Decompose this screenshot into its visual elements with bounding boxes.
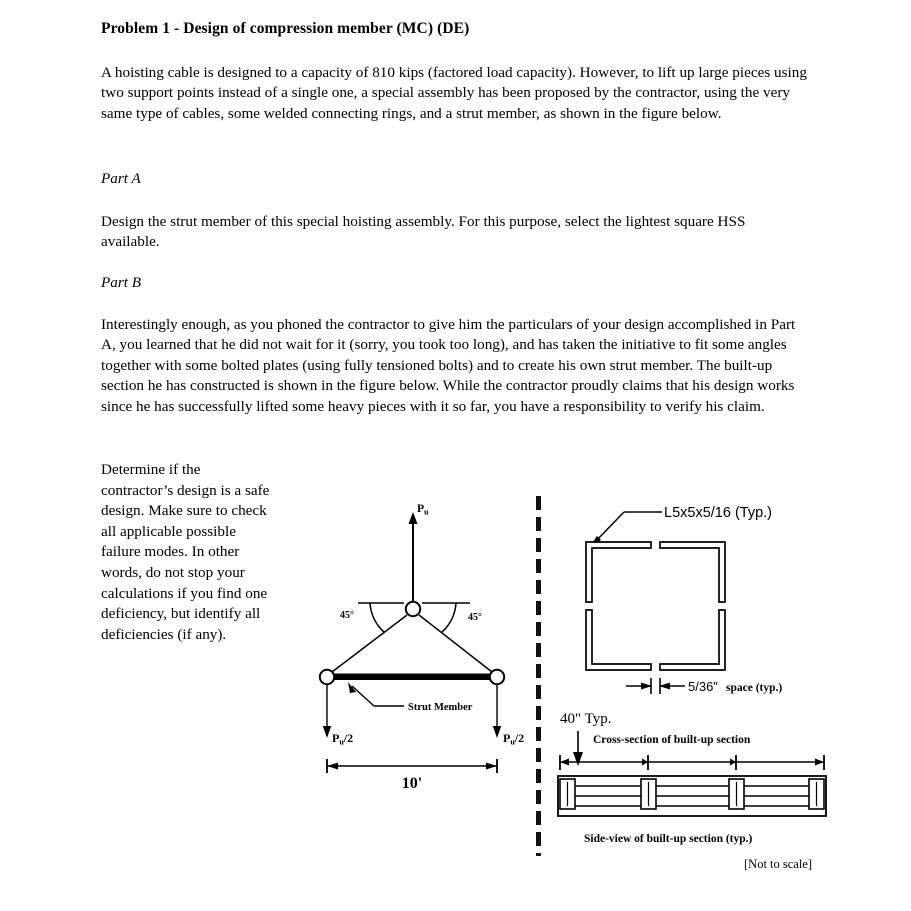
reaction-label-right: $P_u/2$ — [503, 731, 525, 747]
angle-bottom-left — [586, 610, 651, 670]
angle-label-left: 45° — [340, 610, 354, 621]
hoisting-assembly-diagram — [300, 490, 536, 810]
intro-paragraph: A hoisting cable is designed to a capacity of 810 kips (factored load capacity). However, to lift up large pieces using two support points instead of a single one, a special assembly has been proposed by the contractor, using the very same type of cables, some welded connecting rings, and a strut member, as shown in the figure below. — [101, 64, 807, 122]
gap-dimension-label: 5/36" — [688, 679, 718, 694]
side-view-body — [558, 776, 826, 816]
reaction-label-left: $P_u/2$ — [332, 731, 354, 747]
scale-note: [Not to scale] — [744, 857, 813, 870]
bolted-plate — [729, 779, 744, 809]
part-b-heading: Part B — [101, 274, 142, 291]
part-a-paragraph: Design the strut member of this special hoisting assembly. For this purpose, select the lightest square HSS available. — [101, 213, 746, 251]
plate-spacing-label: 40" Typ. — [560, 711, 612, 727]
bolted-plate — [560, 779, 575, 809]
reaction-arrow-left — [323, 684, 331, 738]
applied-load-arrow — [409, 512, 418, 602]
angle-callout-label: L5x5x5/16 (Typ.) — [664, 505, 772, 521]
span-dimension-line — [327, 759, 497, 773]
part-a-heading: Part A — [101, 170, 141, 187]
left-connecting-ring — [320, 670, 334, 684]
gap-dimension-note: space (typ.) — [726, 682, 783, 694]
angle-top-left — [586, 542, 651, 602]
figures-container — [300, 490, 911, 880]
angle-top-right — [660, 542, 725, 602]
figure-divider — [536, 496, 541, 856]
right-connecting-ring — [490, 670, 504, 684]
cross-section-caption: Cross-section of built-up section — [593, 734, 751, 746]
strut-member-label: Strut Member — [408, 702, 473, 713]
apex-ring — [406, 602, 420, 616]
plate-spacing-arrow — [573, 731, 583, 766]
built-up-section-diagram — [548, 490, 908, 870]
gap-dimension-line — [626, 678, 685, 694]
side-view-dimension-line — [560, 755, 824, 770]
bolted-plate — [809, 779, 824, 809]
side-view-caption: Side-view of built-up section (typ.) — [584, 833, 753, 845]
strut-member-bar — [334, 674, 490, 681]
angle-arc-right — [442, 603, 456, 632]
closing-paragraph: Determine if the contractor’s design is a safe design. Make sure to check all applicable possible failure modes. In other words, do not stop your calculations if you find one deficiency, but identify all deficiencies (if any). — [101, 461, 270, 643]
angle-bottom-right — [660, 610, 725, 670]
angle-arc-left — [370, 603, 384, 632]
bolted-plate — [641, 779, 656, 809]
page-title: Problem 1 - Design of compression member (MC) (DE) — [101, 20, 470, 37]
strut-leader — [348, 682, 404, 706]
angle-label-right: 45° — [468, 612, 482, 623]
part-b-paragraph: Interestingly enough, as you phoned the contractor to give him the particulars of your design accomplished in Part A, you learned that he did not wait for it (sorry, you took too long), and has taken the initiative to fit some angles together with some bolted plates (using fully tensioned bolts) and to create his own strut member. The built-up section he has constructed is shown in the figure below. While the contractor proudly claims that his design works since he has successfully lifted some heavy pieces with it so far, you have a responsibility to verify his claim. — [101, 316, 796, 415]
reaction-arrow-right — [493, 684, 501, 738]
cable-right — [419, 615, 492, 672]
load-label: $P_u$ — [417, 503, 429, 517]
span-dimension-label: 10' — [401, 775, 423, 792]
cable-left — [332, 615, 407, 672]
